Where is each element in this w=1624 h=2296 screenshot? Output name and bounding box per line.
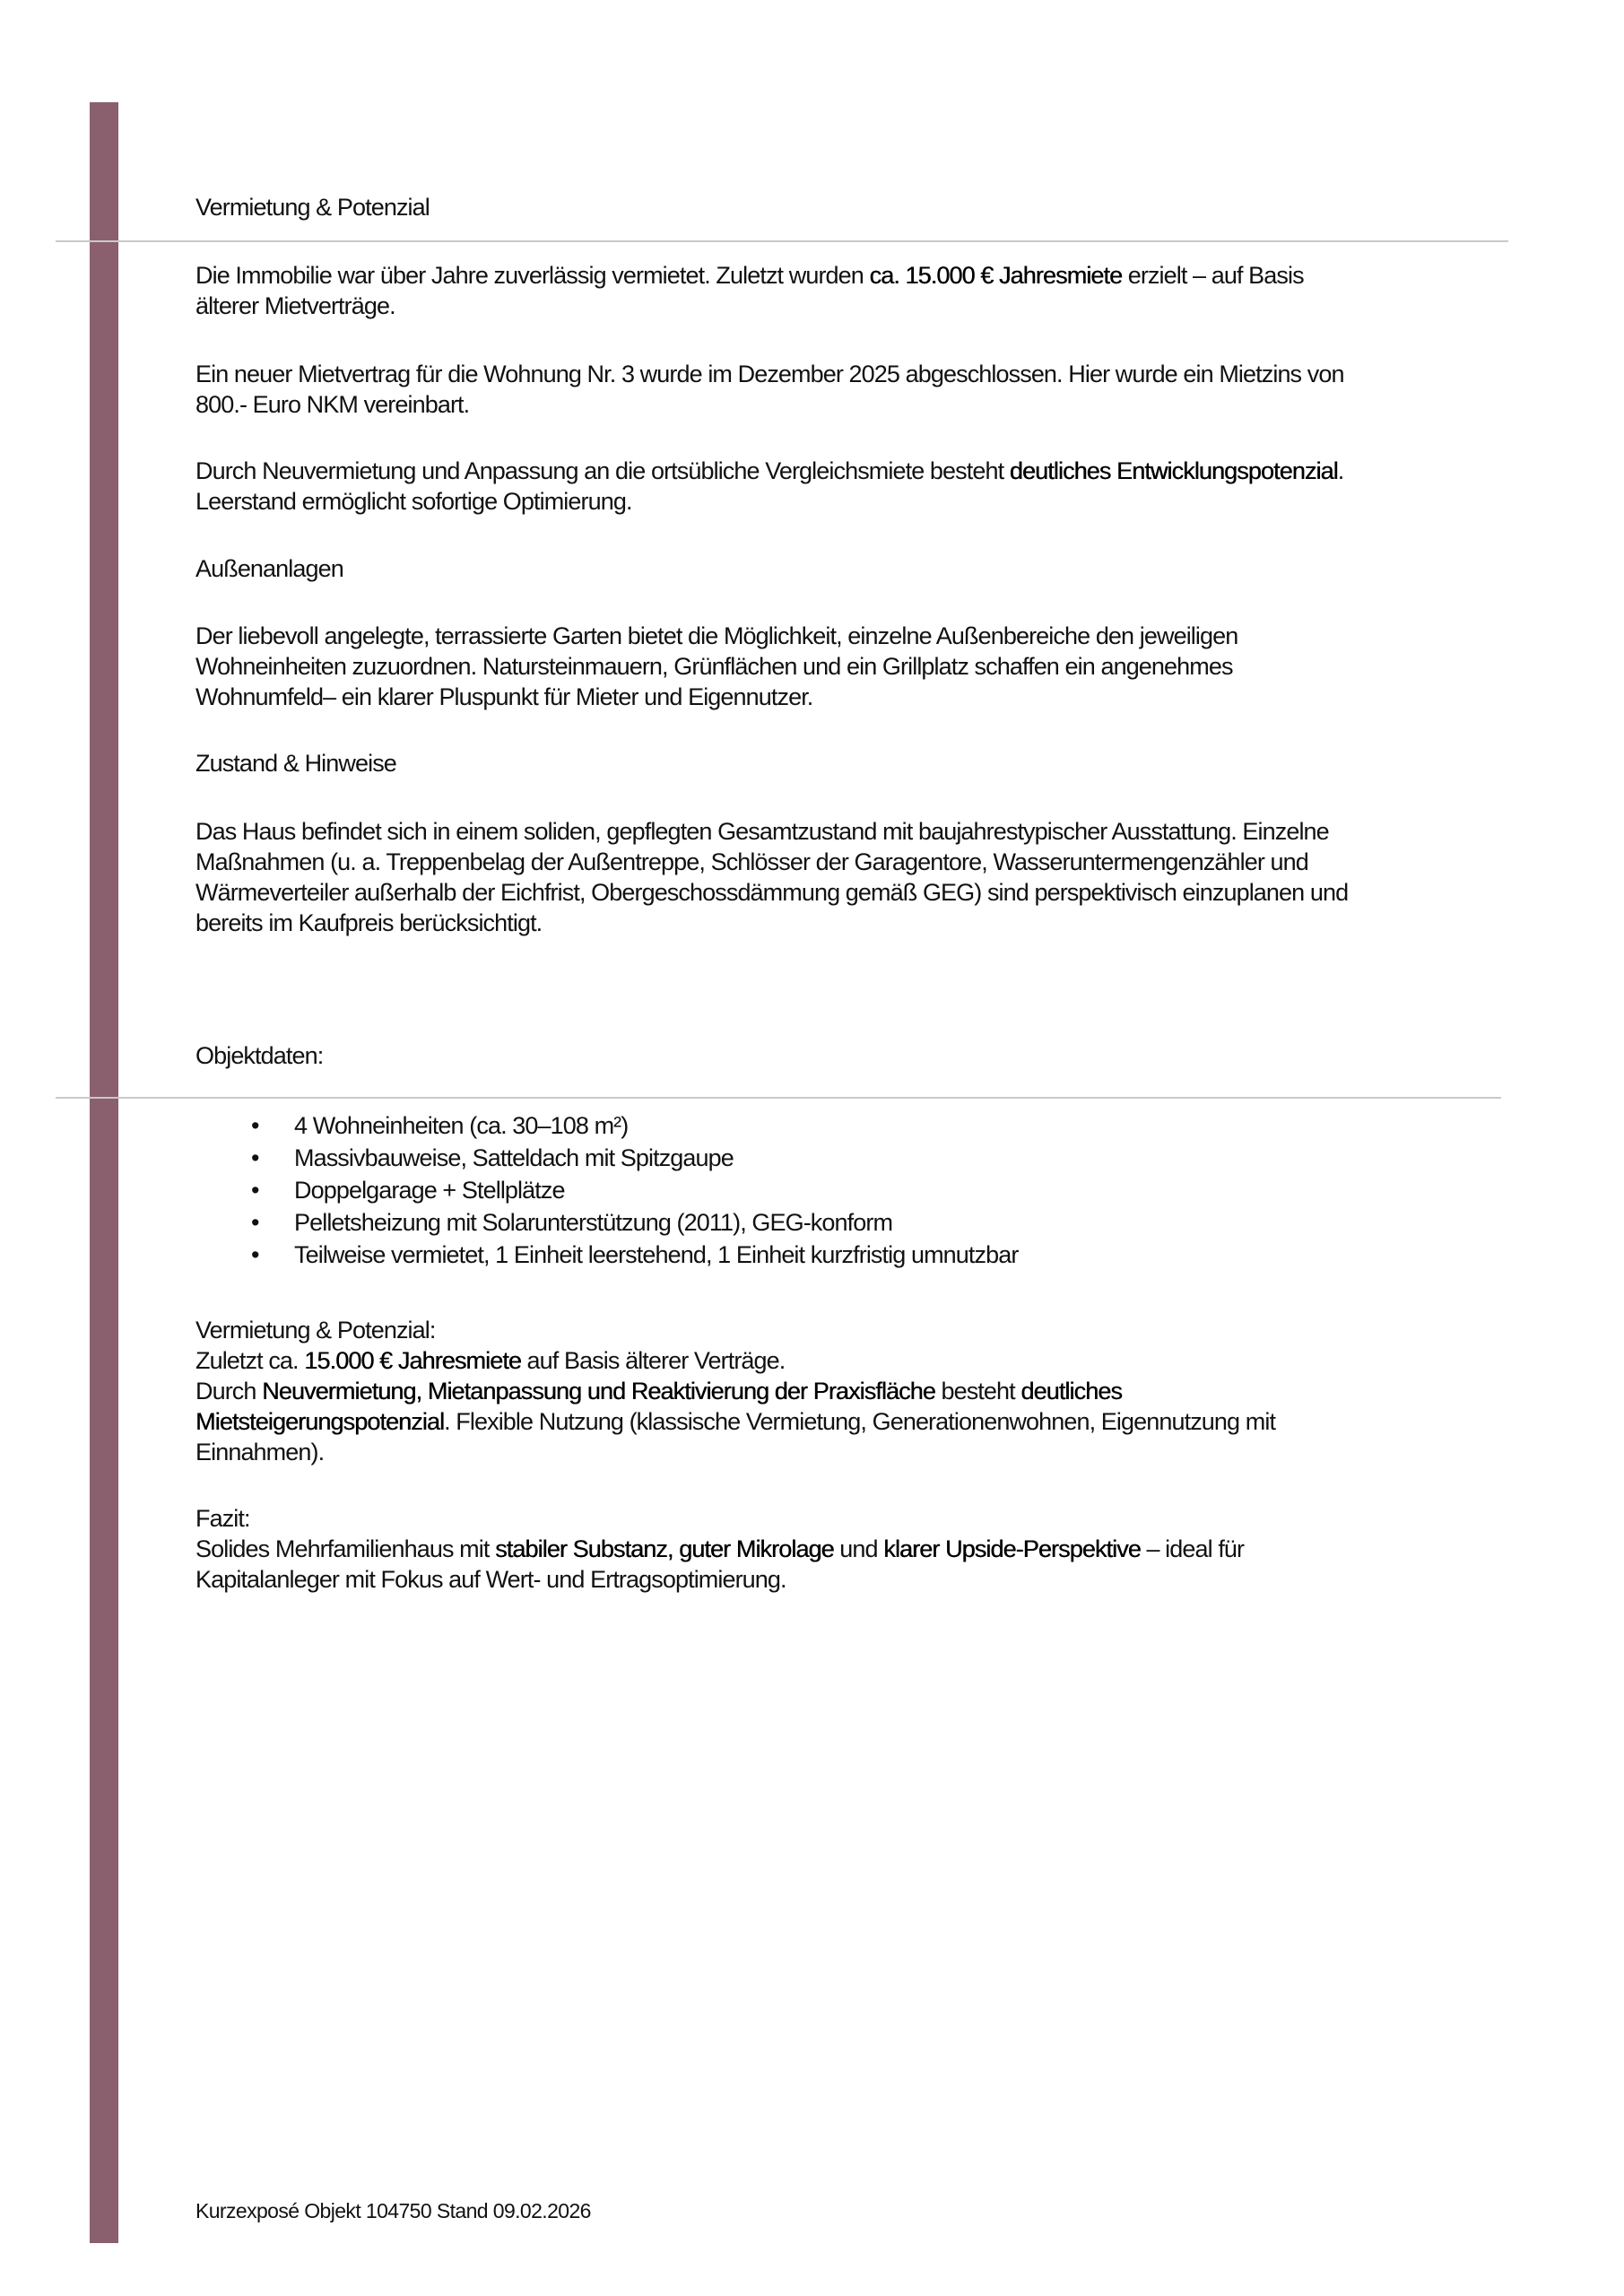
fazit-heading: Fazit: [195, 1505, 250, 1532]
objektdaten-list [195, 1110, 1361, 1272]
summary-vermietung: Vermietung & Potenzial: Zuletzt ca. 15.000 € Jahresmiete auf Basis älterer Verträge. Durch Neuvermietung, Mietanpassung und Reaktivierung der Praxisfläche besteht deutliches Mietsteigerungspotenzial. Flexible Nutzung (klassische Vermietung, Generationenwohnen, Eigennutzung mit Einnahmen). [195, 1315, 1451, 1467]
list-item: • Pelletsheizung mit Solarunterstützung (2011), GEG-konform [195, 1207, 1361, 1239]
section-heading-objektdaten: Objektdaten: [195, 1042, 324, 1069]
paragraph-aussenanlagen: Der liebevoll angelegte, terrassierte Garten bietet die Möglichkeit, einzelne Außenbereiche den jeweiligen Wohneinheiten zuzuordnen. Natursteinmauern, Grünflächen und ein Grillplatz schaffen ein angenehmes Wohnumfeld– ein klarer Pluspunkt für Mieter und Eigennutzer. [195, 622, 1238, 710]
section-heading-vermietung: Vermietung & Potenzial [195, 194, 430, 221]
paragraph-vermietung-1: Die Immobilie war über Jahre zuverlässig vermietet. Zuletzt wurden ca. 15.000 € Jahresmiete erzielt – auf Basis älterer Mietverträge. [195, 262, 1304, 319]
list-item: • Teilweise vermietet, 1 Einheit leerstehend, 1 Einheit kurzfristig umnutzbar [195, 1239, 1361, 1272]
summary-fazit: Fazit: Solides Mehrfamilienhaus mit stabiler Substanz, guter Mikrolage und klarer Upside-Perspektive – ideal für Kapitalanleger mit Fokus auf Wert- und Ertragsoptimierung. [195, 1503, 1451, 1595]
summary-heading: Vermietung & Potenzial: [195, 1317, 436, 1344]
list-item: • Doppelgarage + Stellplätze [195, 1175, 1361, 1207]
paragraph-vermietung-2: Ein neuer Mietvertrag für die Wohnung Nr. 3 wurde im Dezember 2025 abgeschlossen. Hier wurde ein Mietzins von 800.- Euro NKM vereinbart. [195, 361, 1344, 418]
list-item: • Massivbauweise, Satteldach mit Spitzgaupe [195, 1143, 1361, 1175]
decorative-sidebar-bar [90, 102, 118, 2243]
paragraph-vermietung-3: Durch Neuvermietung und Anpassung an die ortsübliche Vergleichsmiete besteht deutliches Entwicklungspotenzial. Leerstand ermöglicht sofortige Optimierung. [195, 457, 1344, 515]
section-heading-zustand: Zustand & Hinweise [195, 750, 396, 777]
divider-top [56, 240, 1508, 242]
section-heading-aussenanlagen: Außenanlagen [195, 555, 343, 582]
list-item: • 4 Wohneinheiten (ca. 30–108 m²) [195, 1110, 1361, 1143]
divider-objektdaten [56, 1097, 1501, 1099]
page-footer: Kurzexposé Objekt 104750 Stand 09.02.2026 [195, 2199, 591, 2222]
paragraph-zustand: Das Haus befindet sich in einem soliden, gepflegten Gesamtzustand mit baujahrestypischer Ausstattung. Einzelne Maßnahmen (u. a. Treppenbelag der Außentreppe, Schlösser der Garagentore, Wasseruntermengenzähler und Wärmeverteiler außerhalb der Eichfrist, Obergeschossdämmung gemäß GEG) sind perspektivisch einzuplanen und bereits im Kaufpreis berücksichtigt. [195, 818, 1349, 936]
